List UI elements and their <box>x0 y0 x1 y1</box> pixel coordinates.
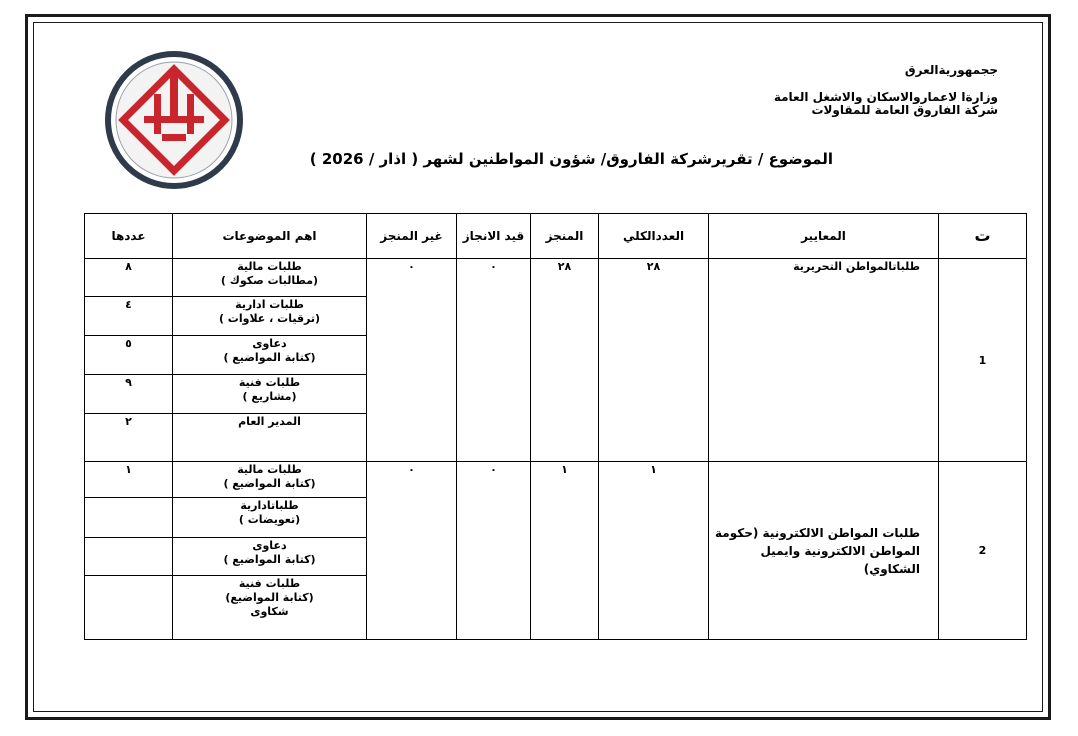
topic-cell <box>173 498 367 538</box>
seq-cell: 1 <box>939 259 1027 462</box>
company-logo-icon <box>104 50 244 190</box>
col-header-done: المنجز <box>531 214 599 259</box>
topic-title: طلبات ادارية <box>235 298 304 311</box>
ministry-name: وزارةا لاعماروالاسكان والاشغل العامة <box>773 90 998 104</box>
company-name: شركة الفاروق العامة للمقاولات <box>811 103 998 117</box>
topic-detail: (كتابة المواضيع ) <box>223 553 316 566</box>
topic-title: المدير العام <box>238 415 301 428</box>
topic-cell <box>173 576 367 640</box>
count-cell <box>85 576 173 640</box>
col-header-not-done: غير المنجز <box>367 214 457 259</box>
count-cell: ٢ <box>85 414 173 462</box>
criterion-cell: طلبات المواطن الالكترونية (حكومة المواطن الالكترونية وايميل الشكاوي) <box>709 462 939 640</box>
table-row <box>85 259 1027 297</box>
count-cell: ١ <box>85 462 173 498</box>
topic-detail: (كتابة المواضيع ) <box>223 351 316 364</box>
topic-cell <box>173 538 367 576</box>
report-subject: الموضوع / تقريرشركة الفاروق/ شؤون المواطنين لشهر ( اذار / 2026 ) <box>309 150 833 168</box>
done-cell: ٢٨ <box>531 259 599 462</box>
topic-title: طلبات فنية <box>238 376 301 389</box>
col-header-count: عددها <box>85 214 173 259</box>
col-header-total: العددالكلي <box>599 214 709 259</box>
in-progress-cell: ٠ <box>457 259 531 462</box>
count-cell: ٥ <box>85 336 173 375</box>
report-table <box>84 213 1027 640</box>
letterhead <box>774 64 998 117</box>
table-header-row <box>85 214 1027 259</box>
table-row <box>85 462 1027 498</box>
topic-detail: (مطالبات صكوك ) <box>220 274 319 287</box>
col-header-seq: ت <box>939 214 1027 259</box>
not-done-cell: ٠ <box>367 462 457 640</box>
topic-cell <box>173 462 367 498</box>
topic-title: طلباتادارية <box>240 499 299 512</box>
topic-detail: (تعويضات ) <box>238 513 301 526</box>
criterion-cell: طلباتالمواطن التحريرية <box>709 259 939 462</box>
topic-title: طلبات مالية <box>237 260 302 273</box>
topic-detail: (مشاريع ) <box>242 390 297 403</box>
count-cell <box>85 498 173 538</box>
seq-cell: 2 <box>939 462 1027 640</box>
in-progress-cell: ٠ <box>457 462 531 640</box>
topic-cell <box>173 259 367 297</box>
topic-cell <box>173 297 367 336</box>
total-cell: ١ <box>599 462 709 640</box>
topic-title: دعاوى <box>252 337 287 350</box>
count-cell: ٩ <box>85 375 173 414</box>
topic-extra: شكاوى <box>250 605 289 618</box>
col-header-topics: اهم الموضوعات <box>173 214 367 259</box>
topic-detail: (ترقيات ، علاوات ) <box>218 312 321 325</box>
country-name: ججمهوريةالعرق <box>904 63 998 77</box>
topic-cell <box>173 336 367 375</box>
count-cell: ٨ <box>85 259 173 297</box>
topic-title: دعاوى <box>252 539 287 552</box>
topic-detail: (كتابة المواضيع ) <box>223 477 316 490</box>
not-done-cell: ٠ <box>367 259 457 462</box>
topic-title: طلبات مالية <box>237 463 302 476</box>
col-header-criteria: المعايير <box>709 214 939 259</box>
done-cell: ١ <box>531 462 599 640</box>
topic-cell <box>173 375 367 414</box>
topic-title: طلبات فنية <box>238 577 301 590</box>
count-cell: ٤ <box>85 297 173 336</box>
col-header-in-progress: قيد الانجاز <box>457 214 531 259</box>
topic-detail: (كتابة المواضيع) <box>225 591 314 604</box>
count-cell <box>85 538 173 576</box>
total-cell: ٢٨ <box>599 259 709 462</box>
topic-cell <box>173 414 367 462</box>
